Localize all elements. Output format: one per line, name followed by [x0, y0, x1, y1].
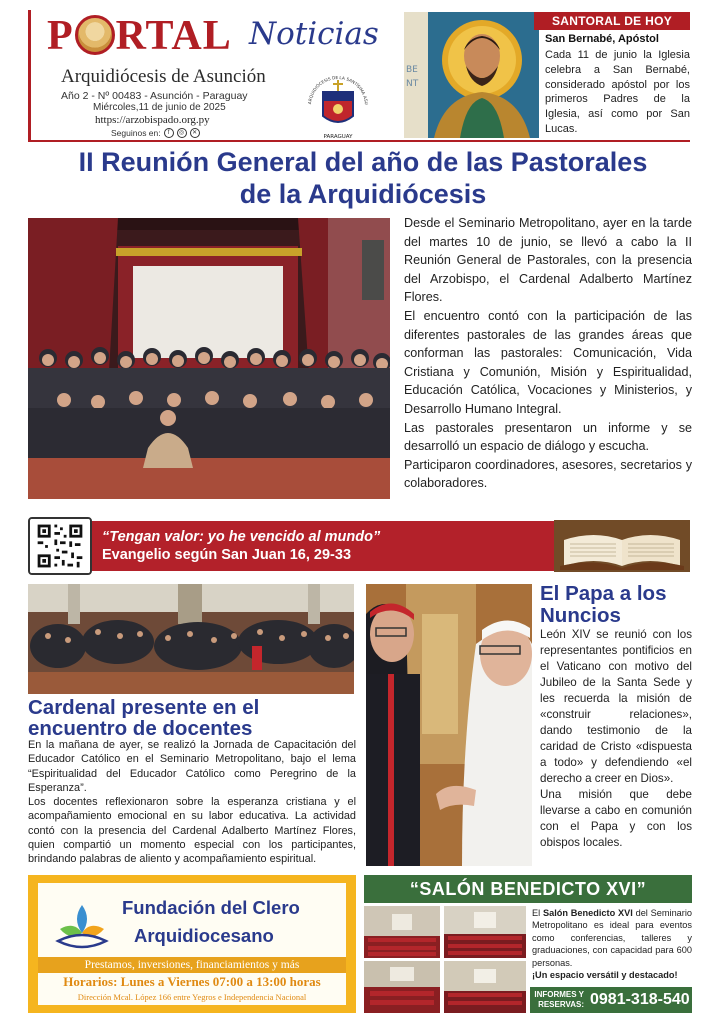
salon-description — [532, 907, 692, 981]
contact-label-line-1: INFORMES Y — [534, 990, 584, 999]
salon-name: Salón Benedicto XVI — [542, 908, 633, 918]
salon-contact-label — [534, 990, 584, 1010]
cardenal-paragraph-1: En la mañana de ayer, se realizó la Jornada de Capacitación del Educador Católico en el Seminario Metropolitano, bajo el lema “Espiritualidad del Educador Católico como Peregrino de la Esperanza”. — [28, 739, 356, 794]
salon-photo-2 — [444, 906, 526, 958]
papa-title-line-2: Nuncios — [540, 604, 621, 627]
main-paragraph-4: Participaron coordinadores, asesores, secretarios y colaboradores. — [404, 457, 692, 491]
fundacion-services: Prestamos, inversiones, financiamientos y más — [38, 957, 346, 973]
salon-contact-bar[interactable] — [530, 987, 692, 1013]
pope-with-cardinal-photo — [366, 584, 532, 866]
main-paragraph-1: Desde el Seminario Metropolitano, ayer en la tarde del martes 10 de junio, se llevó a cabo la II Reunión General de Pastorales, con la presencia del Arzobispo, el Cardenal Adalberto Martínez Flores. — [404, 216, 692, 305]
fundacion-title-line-1: Fundación del Clero — [122, 897, 300, 918]
papa-article-body — [540, 627, 692, 851]
website-link[interactable]: https://arzobispado.org.py — [95, 114, 210, 126]
fundacion-ad-panel — [38, 883, 346, 1005]
fundacion-hours: Horarios: Lunes a Viernes 07:00 a 13:00 horas — [63, 974, 321, 989]
cardenal-title-line-1: Cardenal presente en el — [28, 696, 260, 719]
saint-bernabe-icon — [404, 12, 539, 138]
social-follow — [111, 128, 200, 138]
santoral-heading: SANTORAL DE HOY — [534, 12, 690, 30]
salon-benedicto-ad[interactable] — [364, 875, 692, 1013]
main-article-body — [404, 214, 692, 493]
headline-line-1: II Reunión General del año de las Pastorales — [78, 147, 648, 177]
contact-label-line-2: RESERVAS: — [538, 1000, 584, 1009]
follow-label: Seguinos en: — [111, 128, 161, 138]
cardenal-paragraph-2: Los docentes reflexionaron sobre la esperanza cristiana y el acompañamiento emocional en su labor educativa. La actividad contó con la presencia del Cardenal Adalberto Martínez Flores, quien compartió un momento especial con los participantes, brindando palabras de aliento y acompañamiento espiritual. — [28, 796, 356, 866]
instagram-icon[interactable]: ◎ — [177, 128, 187, 138]
fundacion-title-line-2: Arquidiocesano — [134, 925, 274, 946]
portal-logo-word: P RTAL — [47, 13, 232, 59]
issue-date: Miércoles,11 de junio de 2025 — [93, 102, 226, 113]
cardenal-title-line-2: encuentro de docentes — [28, 717, 253, 740]
cardenal-article-title — [28, 697, 259, 739]
seal-country: PARAGUAY — [323, 134, 353, 140]
salon-photo-1 — [364, 906, 440, 958]
gospel-banner — [28, 517, 690, 575]
fundacion-address: Dirección Mcal. López 166 entre Yegros e Independencia Nacional — [77, 992, 307, 1002]
noticias-logo-word: Noticias — [249, 16, 379, 52]
cardenal-article-body — [28, 738, 356, 867]
salon-text-pre: El — [532, 908, 543, 918]
pastorales-group-photo — [28, 218, 390, 499]
archdiocese-seal-icon — [303, 66, 373, 146]
papa-paragraph-1: León XIV se reunió con los representantes pontificios en el Vaticano con motivo del Jubileo de la Santa Sede y les recuerda la misión de «construir relaciones», dando testimonio de la caridad de Cristo «dispuesta a todo» y defendiendo «el derecho a creer en Dios». — [540, 628, 692, 785]
papa-paragraph-2: Una misión que debe llevarse a cabo en comunión con el Papa y con los obispos locales. — [540, 788, 692, 849]
salon-photo-4 — [444, 961, 526, 1013]
archdiocese-name: Arquidiócesis de Asunción — [61, 66, 266, 87]
virgin-medallion-icon — [75, 15, 115, 55]
x-icon[interactable]: ✕ — [190, 128, 200, 138]
qr-code-icon[interactable] — [28, 517, 92, 575]
fundacion-clero-ad[interactable] — [28, 875, 356, 1013]
papa-article-title — [540, 583, 666, 627]
salon-phone-number[interactable]: 0981-318-540 — [590, 991, 690, 1008]
salon-photo-3 — [364, 961, 440, 1013]
svg-text:BE: BE — [406, 65, 418, 75]
main-headline — [28, 146, 698, 210]
seal-arc-text: ARQUIDIÓCESIS DE LA SANTÍSIMA ASU — [307, 74, 370, 105]
headline-line-2: de la Arquidiócesis — [239, 179, 487, 209]
gospel-quote: “Tengan valor: yo he vencido al mundo” — [102, 529, 381, 545]
salon-tagline: ¡Un espacio versátil y destacado! — [532, 970, 678, 981]
facebook-icon[interactable]: f — [164, 128, 174, 138]
salon-heading: “SALÓN BENEDICTO XVI” — [364, 875, 692, 903]
saint-name: San Bernabé, Apóstol — [545, 33, 659, 45]
issue-line: Año 2 - Nº 00483 - Asunción - Paraguay — [61, 90, 248, 102]
masthead — [28, 10, 398, 140]
papa-title-line-1: El Papa a los — [540, 582, 667, 605]
santoral-box — [404, 12, 690, 138]
header-divider — [28, 140, 690, 142]
open-bible-icon — [554, 520, 690, 572]
teachers-meeting-photo — [28, 584, 354, 694]
fundacion-logo-icon — [52, 899, 112, 955]
gospel-reference: Evangelio según San Juan 16, 29-33 — [102, 547, 352, 563]
main-paragraph-2: El encuentro contó con la participación de las diferentes pastorales de las grandes áreas que conforman las pastorales: Comunicación, Vida Cristiana y Comunión, Misión y Espiritualidad, Educación Católica, Vocaciones y Ministerios, y Desarrollo Humano Integral. — [404, 308, 692, 416]
salon-text-post: del Seminario Metropolitano es ideal para eventos como conferencias, talleres y graduaciones, con capacidad para 600 personas. — [532, 908, 692, 968]
saint-description: Cada 11 de junio la Iglesia celebra a San Bernabé, considerado apóstol por los primeros Padres de la Iglesia, así como por San Lucas. — [545, 49, 690, 135]
svg-text:NT: NT — [406, 79, 419, 89]
main-paragraph-3: Las pastorales presentaron un informe y se desarrolló un espacio de diálogo y escucha. — [404, 420, 692, 454]
